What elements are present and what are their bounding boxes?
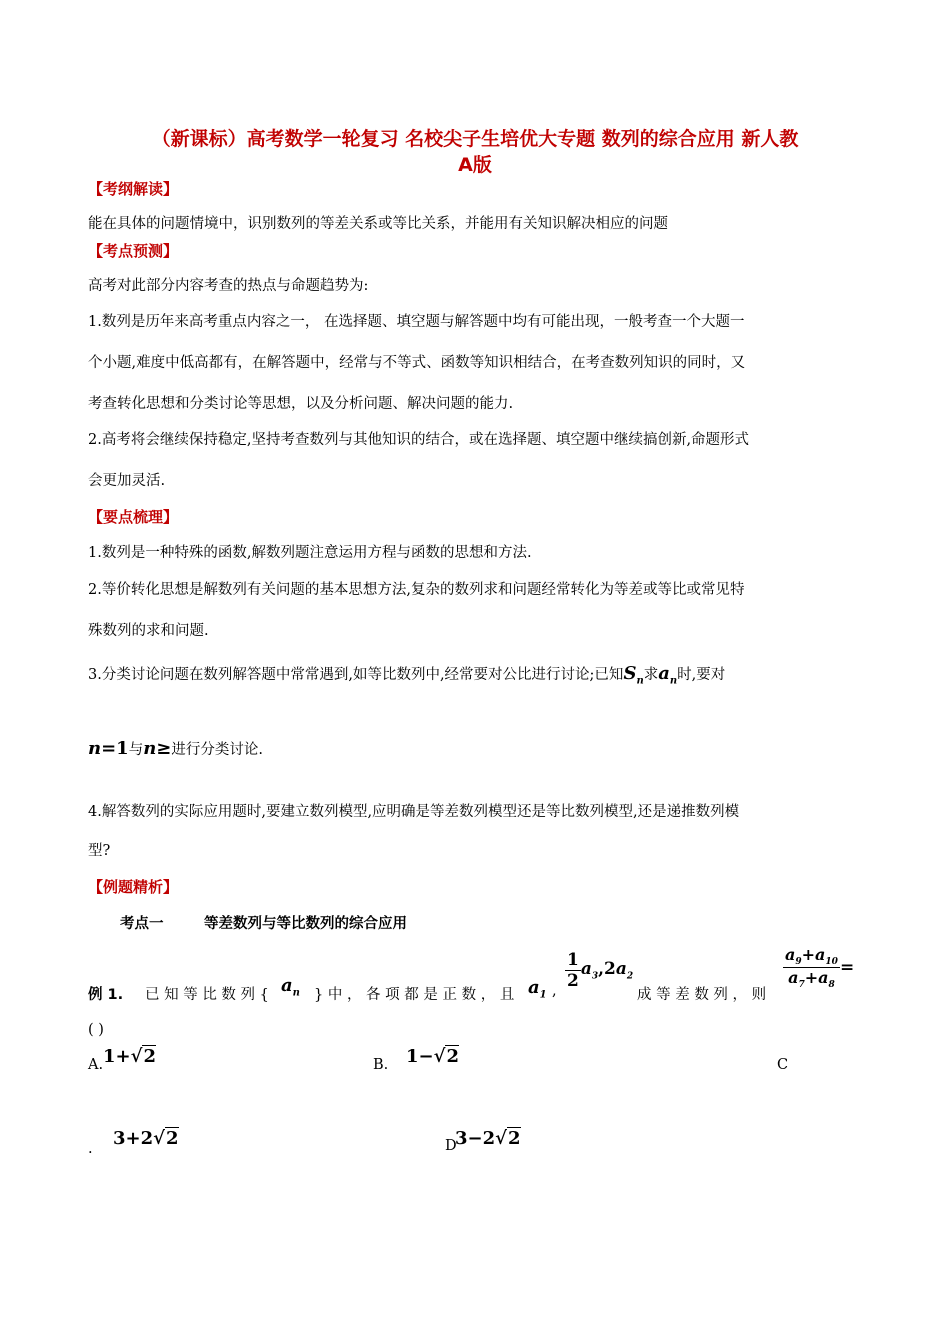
kaodian-title: 等差数列与等比数列的综合应用 <box>204 916 407 932</box>
shuli-p1: 1.数列是一种特殊的函数,解数列题注意运用方程与函数的思想和方法. <box>88 545 532 561</box>
shuli-p4-line1: 4.解答数列的实际应用题时,要建立数列模型,应明确是等差数列模型还是等比数列模型,还是递推数列模 <box>88 804 740 820</box>
sn-symbol: $S_n$ <box>623 663 644 687</box>
option-a-label: A. <box>88 1057 104 1073</box>
section-liti-heading: 【例题精析】 <box>88 878 179 896</box>
option-d-value: 3−2√2 <box>455 1128 521 1149</box>
example-comma: , <box>552 983 557 999</box>
shuli-p3-qiu: 求 <box>643 667 659 683</box>
yuce-p2-line1: 2.高考将会继续保持稳定,坚持考查数列与其他知识的结合，或在选择题、填空题中继续搞创新,命题形式 <box>88 432 750 448</box>
half-fraction: $\frac{1}{2}$ <box>567 950 579 991</box>
n-ge: n≥ <box>143 738 172 759</box>
section-shuli-heading: 【要点梳理】 <box>88 508 179 526</box>
option-a-value: 1+√2 <box>103 1046 156 1067</box>
yuce-p1-line1: 1.数列是历年来高考重点内容之一， 在选择题、填空题与解答题中均有可能出现，一般考查一个大题一 <box>88 314 745 330</box>
example-an-symbol: $a_n$ <box>281 975 300 999</box>
answer-paren: ( ) <box>88 1022 104 1038</box>
sqrt-icon: √ <box>495 1128 507 1149</box>
doc-title-line1: （新课标）高考数学一轮复习 名校尖子生培优大专题 数列的综合应用 新人教 <box>151 128 799 150</box>
example-text3: 成 等 差 数 列 ， 则 <box>637 987 767 1003</box>
section-yuce-heading: 【考点预测】 <box>88 242 179 260</box>
shuli-p3-line2 <box>88 738 263 759</box>
option-d-label: D <box>445 1138 457 1154</box>
sqrt-icon: √ <box>153 1128 165 1149</box>
sqrt-icon: √ <box>130 1046 143 1067</box>
kaogang-text: 能在具体的问题情境中，识别数列的等差关系或等比关系，并能用有关知识解决相应的问题 <box>88 216 668 232</box>
example-half-a3-2a2: $\frac{1}{2}$ $a_3,2a_2$ <box>567 950 634 991</box>
doc-title-line2: A版 <box>458 154 492 176</box>
shuli-p2-line2: 殊数列的求和问题. <box>88 623 209 639</box>
shuli-p3-text-c: 进行分类讨论. <box>171 742 263 758</box>
n-equals-1: n=1 <box>88 738 129 759</box>
example-a1-symbol: $a_1$ <box>528 977 547 1001</box>
option-c-dot: . <box>88 1141 93 1157</box>
shuli-p4-line2: 型? <box>88 843 111 859</box>
yuce-p1-line3: 考查转化思想和分类讨论等思想，以及分析问题、解决问题的能力. <box>88 396 514 412</box>
shuli-p3-line1 <box>88 663 725 687</box>
ratio-fraction: $\frac{a_9+a_{10}}{a_7+a_8}$ <box>785 945 838 991</box>
shuli-p3-yu: 与 <box>128 742 144 758</box>
option-c-label: C <box>777 1057 789 1073</box>
example-ratio: $\frac{a_9+a_{10}}{a_7+a_8}$ = <box>785 945 855 991</box>
shuli-p3-text-b: 时,要对 <box>677 667 726 683</box>
example-label: 例 1. <box>88 987 124 1003</box>
yuce-intro: 高考对此部分内容考查的热点与命题趋势为: <box>88 278 369 294</box>
shuli-p2-line1: 2.等价转化思想是解数列有关问题的基本思想方法,复杂的数列求和问题经常转化为等差或等比或常见特 <box>88 582 745 598</box>
kaodian-label: 考点一 <box>120 916 164 932</box>
an-symbol: $a_n$ <box>658 663 678 687</box>
sqrt-icon: √ <box>433 1046 446 1067</box>
yuce-p2-line2: 会更加灵活. <box>88 473 166 489</box>
yuce-p1-line2: 个小题,难度中低高都有，在解答题中，经常与不等式、函数等知识相结合，在考查数列知识的同时，又 <box>88 355 746 371</box>
example-text2: } 中 ， 各 项 都 是 正 数 ， 且 <box>314 987 515 1003</box>
example-text1: 已 知 等 比 数 列 { <box>145 987 269 1003</box>
section-kaogang-heading: 【考纲解读】 <box>88 180 179 198</box>
option-b-label: B. <box>373 1057 389 1073</box>
option-b-value: 1−√2 <box>406 1046 459 1067</box>
shuli-p3-text-a: 3.分类讨论问题在数列解答题中常常遇到,如等比数列中,经常要对公比进行讨论;已知 <box>88 667 624 683</box>
option-c-value: 3+2√2 <box>113 1128 179 1149</box>
